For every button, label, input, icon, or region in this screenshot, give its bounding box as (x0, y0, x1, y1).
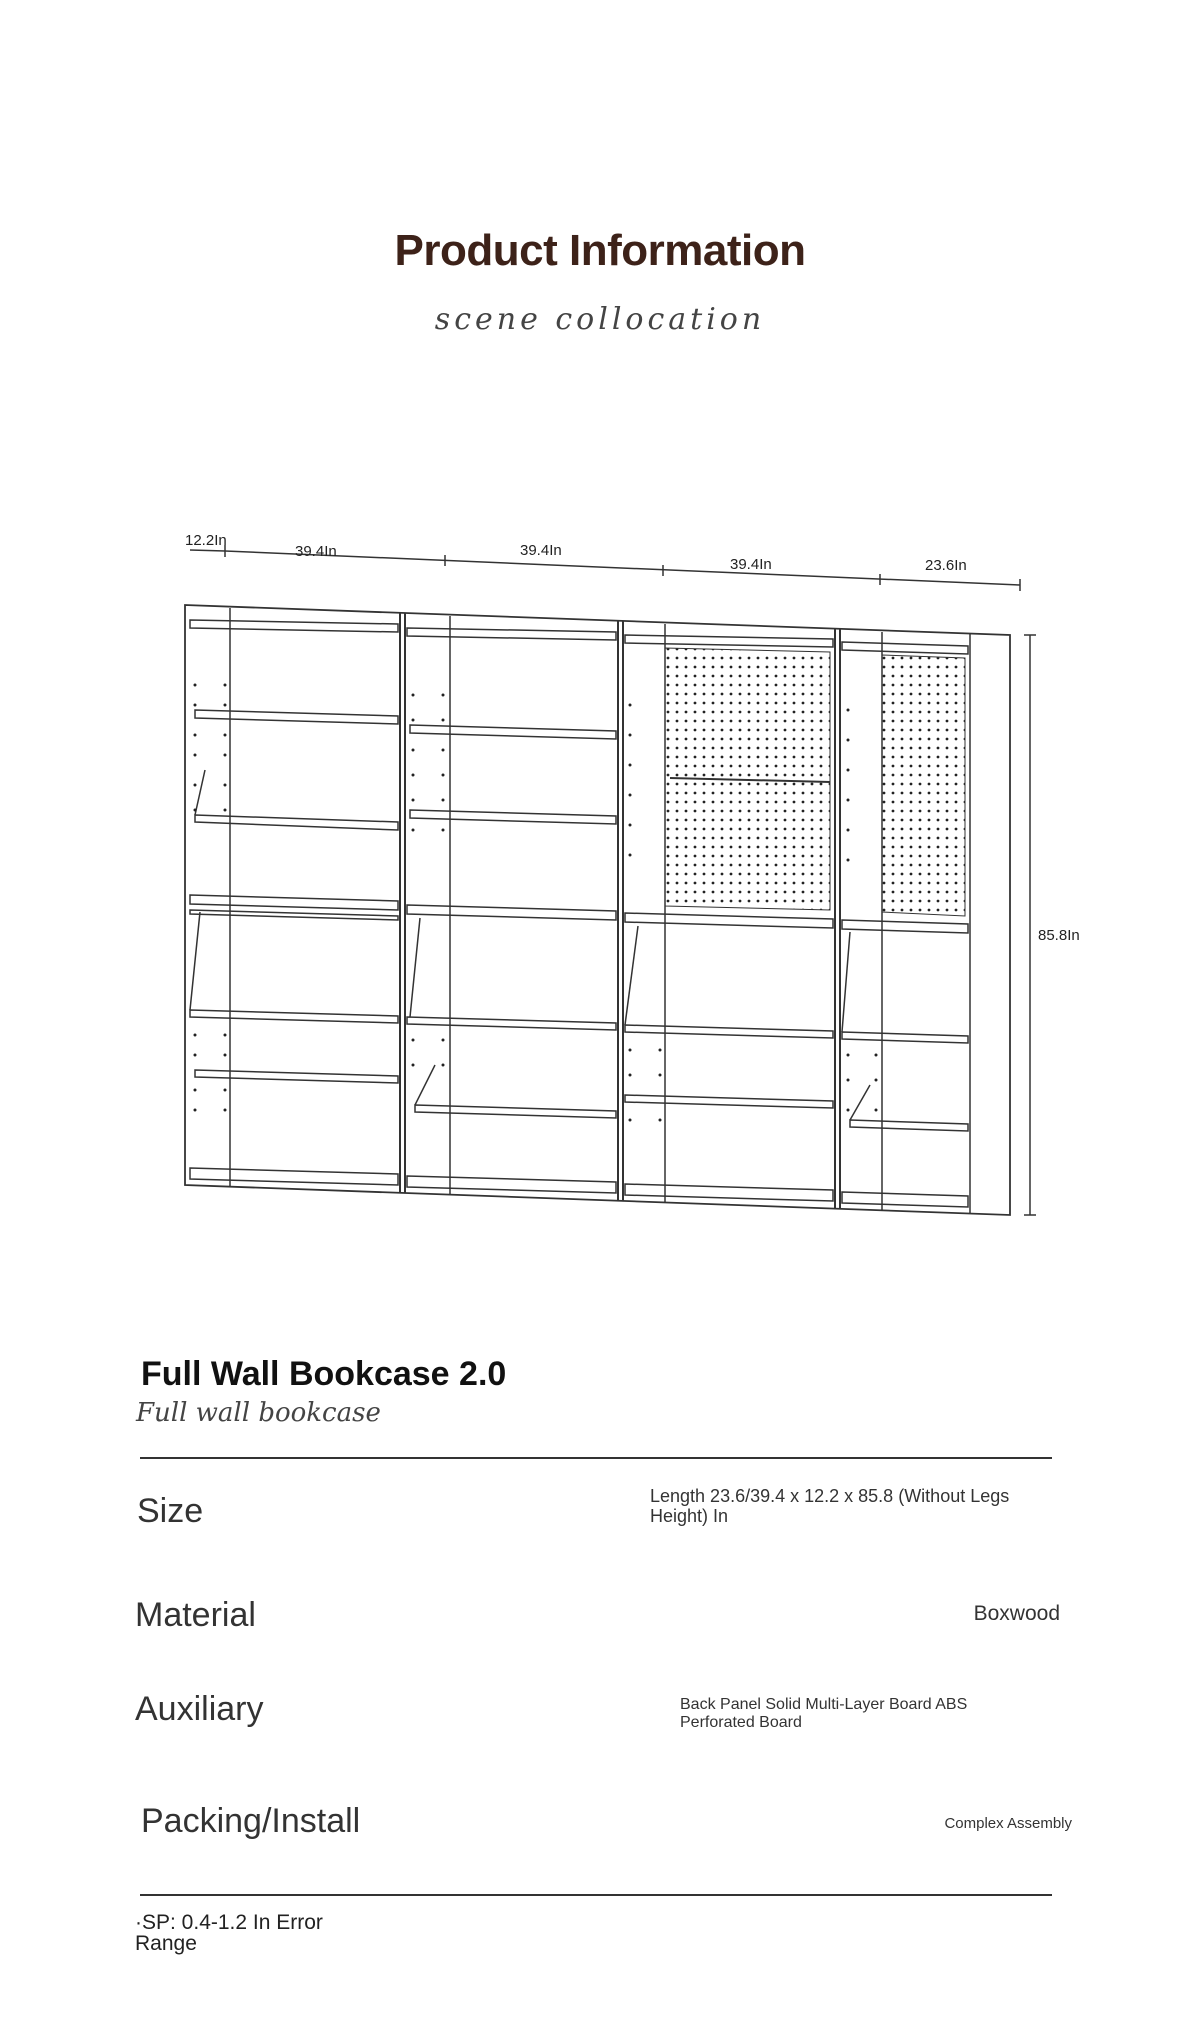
auxiliary-label: Auxiliary (135, 1690, 264, 1728)
size-label: Size (137, 1492, 204, 1530)
footnote: ·SP: 0.4-1.2 In Error Range (135, 1911, 323, 1955)
auxiliary-value: Back Panel Solid Multi-Layer Board ABS Perforated Board (680, 1696, 968, 1731)
width-2-label: 39.4In (520, 542, 562, 559)
height-label: 85.8In (1038, 927, 1080, 944)
material-label: Material (135, 1596, 256, 1634)
product-name-script: Full wall bookcase (136, 1398, 381, 1428)
depth-label: 12.2In (185, 532, 227, 549)
width-1-label: 39.4In (295, 543, 337, 560)
size-value: Length 23.6/39.4 x 12.2 x 85.8 (Without Legs Height) In (650, 1486, 1010, 1526)
page-title: Product Information (394, 226, 806, 275)
packing-value: Complex Assembly (944, 1815, 1072, 1832)
bookcase-drawing (170, 520, 1130, 1240)
product-name: Full Wall Bookcase 2.0 (141, 1355, 507, 1393)
packing-label: Packing/Install (141, 1802, 361, 1840)
divider-top (140, 1457, 1052, 1459)
material-value: Boxwood (973, 1602, 1060, 1625)
page-subtitle: scene collocation (434, 302, 766, 337)
divider-bottom (140, 1894, 1052, 1896)
width-dim-line (225, 551, 1020, 585)
width-3-label: 39.4In (730, 556, 772, 573)
width-4-label: 23.6In (925, 557, 967, 574)
depth-dim-line (190, 550, 225, 551)
